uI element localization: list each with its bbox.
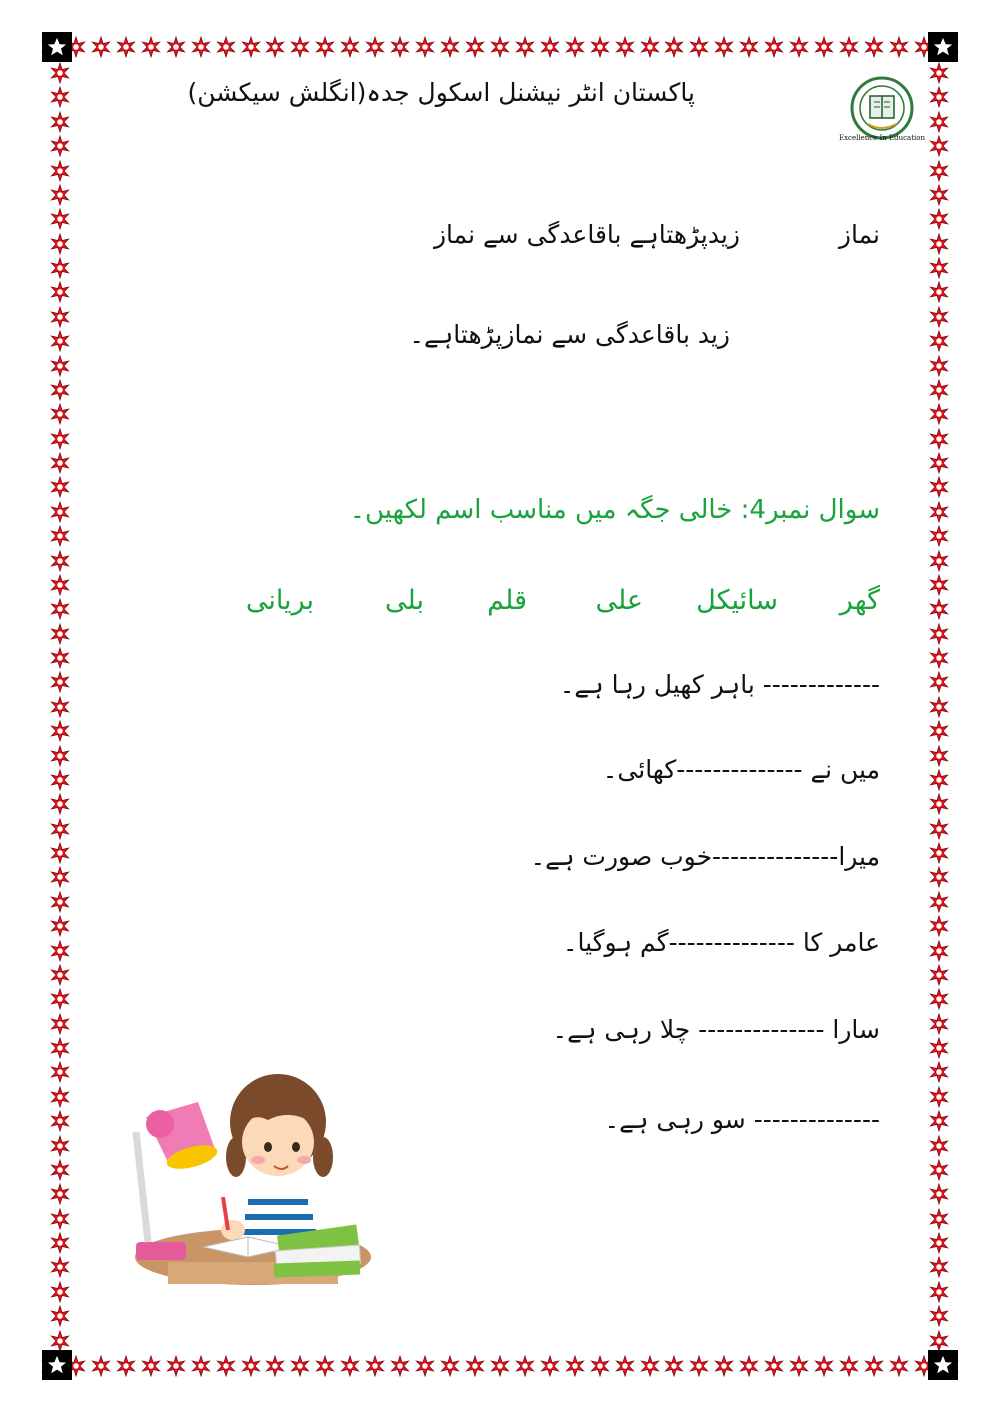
red-star-icon	[928, 891, 950, 913]
red-star-icon	[788, 36, 810, 58]
red-star-icon	[49, 866, 71, 888]
red-star-icon	[49, 208, 71, 230]
red-star-icon	[215, 1355, 237, 1377]
red-star-icon	[414, 1355, 436, 1377]
red-star-icon	[928, 793, 950, 815]
sentence-5: سارا -------------- چلا رہی ہے۔	[552, 1015, 880, 1044]
red-star-icon	[928, 1232, 950, 1254]
red-star-icon	[49, 891, 71, 913]
red-star-icon	[928, 1061, 950, 1083]
red-star-icon	[928, 379, 950, 401]
red-star-icon	[928, 233, 950, 255]
red-star-icon	[215, 36, 237, 58]
red-star-icon	[49, 1135, 71, 1157]
red-star-icon	[614, 36, 636, 58]
red-star-icon	[339, 36, 361, 58]
logo-tagline: Excellence In Education	[838, 134, 925, 142]
red-star-icon	[763, 36, 785, 58]
red-star-icon	[489, 36, 511, 58]
red-star-icon	[928, 1330, 950, 1352]
red-star-icon	[49, 62, 71, 84]
red-star-icon	[49, 525, 71, 547]
red-star-icon	[389, 36, 411, 58]
red-star-icon	[888, 36, 910, 58]
red-star-icon	[928, 281, 950, 303]
red-star-icon	[49, 160, 71, 182]
red-star-icon	[49, 306, 71, 328]
red-star-icon	[763, 1355, 785, 1377]
red-star-icon	[49, 86, 71, 108]
question-heading: سوال نمبر4: خالی جگہ میں مناسب اسم لکھیں۔	[349, 495, 880, 525]
red-star-icon	[928, 940, 950, 962]
red-star-icon	[49, 330, 71, 352]
red-star-icon	[49, 184, 71, 206]
border-bottom	[40, 1353, 960, 1379]
red-star-icon	[49, 379, 71, 401]
red-star-icon	[639, 1355, 661, 1377]
example-word: نماز	[838, 220, 880, 249]
red-star-icon	[564, 36, 586, 58]
red-star-icon	[928, 501, 950, 523]
red-star-icon	[240, 36, 262, 58]
red-star-icon	[539, 1355, 561, 1377]
red-star-icon	[49, 671, 71, 693]
red-star-icon	[49, 1159, 71, 1181]
corner-star-icon	[928, 1350, 958, 1380]
word-bank-item: گھر	[839, 585, 880, 616]
red-star-icon	[928, 1305, 950, 1327]
red-star-icon	[614, 1355, 636, 1377]
red-star-icon	[49, 501, 71, 523]
word-bank-item: قلم	[487, 585, 527, 616]
red-star-icon	[738, 1355, 760, 1377]
red-star-icon	[49, 696, 71, 718]
red-star-icon	[389, 1355, 411, 1377]
red-star-icon	[813, 36, 835, 58]
red-star-icon	[928, 988, 950, 1010]
red-star-icon	[928, 160, 950, 182]
corner-star-icon	[42, 32, 72, 62]
red-star-icon	[928, 842, 950, 864]
red-star-icon	[90, 1355, 112, 1377]
red-star-icon	[928, 452, 950, 474]
girl-studying-illustration	[128, 1062, 373, 1294]
red-star-icon	[49, 1013, 71, 1035]
red-star-icon	[49, 598, 71, 620]
red-star-icon	[928, 428, 950, 450]
red-star-icon	[928, 1037, 950, 1059]
red-star-icon	[49, 964, 71, 986]
red-star-icon	[639, 36, 661, 58]
red-star-icon	[928, 1256, 950, 1278]
red-star-icon	[90, 36, 112, 58]
red-star-icon	[49, 257, 71, 279]
red-star-icon	[49, 355, 71, 377]
red-star-icon	[49, 1305, 71, 1327]
red-star-icon	[49, 1086, 71, 1108]
red-star-icon	[928, 915, 950, 937]
red-star-icon	[49, 476, 71, 498]
red-star-icon	[928, 574, 950, 596]
red-star-icon	[115, 1355, 137, 1377]
school-crest-icon	[832, 74, 932, 154]
red-star-icon	[49, 1037, 71, 1059]
red-star-icon	[663, 36, 685, 58]
red-star-icon	[240, 1355, 262, 1377]
red-star-icon	[928, 1013, 950, 1035]
red-star-icon	[49, 818, 71, 840]
red-star-icon	[49, 1110, 71, 1132]
red-star-icon	[514, 36, 536, 58]
red-star-icon	[564, 1355, 586, 1377]
red-star-icon	[264, 1355, 286, 1377]
red-star-icon	[928, 306, 950, 328]
red-star-icon	[49, 720, 71, 742]
red-star-icon	[928, 184, 950, 206]
red-star-icon	[928, 330, 950, 352]
red-star-icon	[928, 598, 950, 620]
red-star-icon	[489, 1355, 511, 1377]
red-star-icon	[928, 1086, 950, 1108]
red-star-icon	[863, 1355, 885, 1377]
red-star-icon	[115, 36, 137, 58]
sentence-6: -------------- سو رہی ہے۔	[604, 1105, 880, 1134]
red-star-icon	[49, 1061, 71, 1083]
red-star-icon	[49, 1183, 71, 1205]
red-star-icon	[49, 403, 71, 425]
red-star-icon	[813, 1355, 835, 1377]
word-bank-item: سائیکل	[696, 585, 778, 616]
word-bank-item: علی	[595, 585, 643, 616]
red-star-icon	[140, 36, 162, 58]
red-star-icon	[49, 452, 71, 474]
red-star-icon	[928, 1281, 950, 1303]
red-star-icon	[364, 36, 386, 58]
red-star-icon	[49, 842, 71, 864]
red-star-icon	[928, 1135, 950, 1157]
red-star-icon	[49, 1330, 71, 1352]
red-star-icon	[414, 36, 436, 58]
red-star-icon	[49, 550, 71, 572]
sentence-3: میرا--------------خوب صورت ہے۔	[530, 842, 880, 871]
red-star-icon	[49, 647, 71, 669]
corner-star-icon	[42, 1350, 72, 1380]
red-star-icon	[928, 818, 950, 840]
sentence-1: ------------- باہر کھیل رہا ہے۔	[559, 670, 880, 699]
red-star-icon	[888, 1355, 910, 1377]
red-star-icon	[928, 671, 950, 693]
red-star-icon	[928, 866, 950, 888]
red-star-icon	[713, 36, 735, 58]
red-star-icon	[928, 403, 950, 425]
red-star-icon	[49, 940, 71, 962]
sentence-2: میں نے --------------کھائی۔	[602, 755, 880, 784]
red-star-icon	[165, 36, 187, 58]
red-star-icon	[364, 1355, 386, 1377]
red-star-icon	[539, 36, 561, 58]
red-star-icon	[738, 36, 760, 58]
red-star-icon	[663, 1355, 685, 1377]
red-star-icon	[49, 793, 71, 815]
red-star-icon	[49, 1256, 71, 1278]
red-star-icon	[49, 769, 71, 791]
red-star-icon	[928, 1183, 950, 1205]
red-star-icon	[49, 428, 71, 450]
corner-star-icon	[928, 32, 958, 62]
red-star-icon	[688, 1355, 710, 1377]
red-star-icon	[264, 36, 286, 58]
red-star-icon	[289, 36, 311, 58]
red-star-icon	[165, 1355, 187, 1377]
red-star-icon	[589, 36, 611, 58]
red-star-icon	[314, 1355, 336, 1377]
red-star-icon	[49, 1281, 71, 1303]
school-title: پاکستان انٹر نیشنل اسکول جدہ(انگلش سیکشن)	[187, 78, 695, 107]
red-star-icon	[514, 1355, 536, 1377]
red-star-icon	[838, 1355, 860, 1377]
red-star-icon	[190, 36, 212, 58]
red-star-icon	[688, 36, 710, 58]
border-top	[40, 34, 960, 60]
red-star-icon	[928, 964, 950, 986]
red-star-icon	[928, 623, 950, 645]
red-star-icon	[928, 720, 950, 742]
red-star-icon	[464, 36, 486, 58]
red-star-icon	[439, 1355, 461, 1377]
red-star-icon	[49, 111, 71, 133]
red-star-icon	[863, 36, 885, 58]
red-star-icon	[928, 355, 950, 377]
example-jumbled-sentence: زیدپڑھتاہے باقاعدگی سے نماز	[433, 220, 740, 249]
red-star-icon	[49, 135, 71, 157]
red-star-icon	[928, 769, 950, 791]
sentence-4: عامر کا --------------گم ہوگیا۔	[562, 928, 880, 957]
example-answer: زید باقاعدگی سے نمازپڑھتاہے۔	[409, 320, 730, 349]
red-star-icon	[928, 647, 950, 669]
red-star-icon	[589, 1355, 611, 1377]
red-star-icon	[928, 1208, 950, 1230]
red-star-icon	[713, 1355, 735, 1377]
red-star-icon	[49, 1232, 71, 1254]
red-star-icon	[49, 233, 71, 255]
red-star-icon	[49, 915, 71, 937]
red-star-icon	[339, 1355, 361, 1377]
word-bank-item: بلی	[385, 585, 424, 616]
red-star-icon	[928, 696, 950, 718]
border-left	[47, 62, 73, 1352]
red-star-icon	[838, 36, 860, 58]
red-star-icon	[928, 1159, 950, 1181]
red-star-icon	[49, 623, 71, 645]
red-star-icon	[928, 476, 950, 498]
red-star-icon	[49, 1208, 71, 1230]
red-star-icon	[439, 36, 461, 58]
border-right	[926, 62, 952, 1352]
red-star-icon	[190, 1355, 212, 1377]
red-star-icon	[140, 1355, 162, 1377]
red-star-icon	[928, 257, 950, 279]
red-star-icon	[928, 525, 950, 547]
red-star-icon	[49, 745, 71, 767]
red-star-icon	[928, 745, 950, 767]
red-star-icon	[49, 988, 71, 1010]
word-bank-item: بریانی	[245, 585, 314, 616]
red-star-icon	[928, 550, 950, 572]
red-star-icon	[928, 208, 950, 230]
red-star-icon	[788, 1355, 810, 1377]
red-star-icon	[49, 574, 71, 596]
red-star-icon	[464, 1355, 486, 1377]
red-star-icon	[289, 1355, 311, 1377]
red-star-icon	[928, 1110, 950, 1132]
red-star-icon	[314, 36, 336, 58]
red-star-icon	[49, 281, 71, 303]
